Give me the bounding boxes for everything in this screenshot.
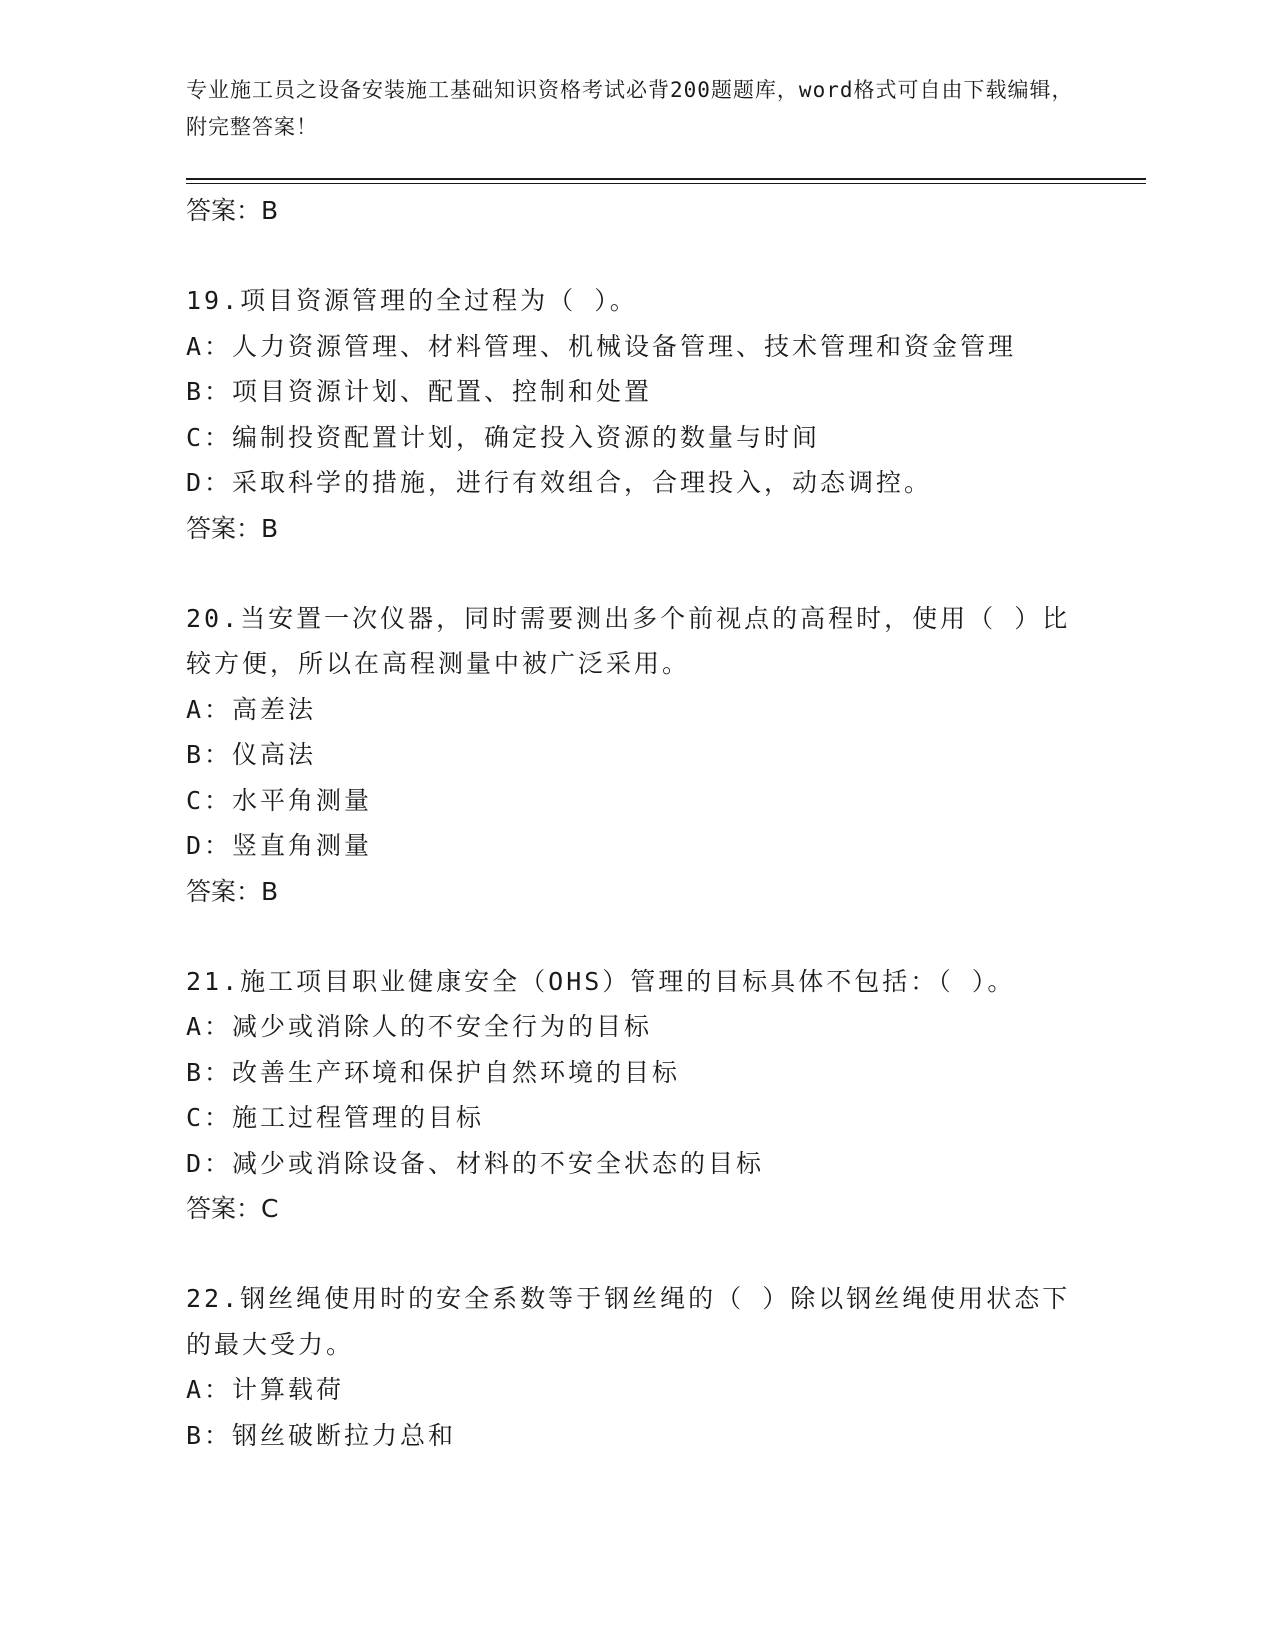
option-d: D：采取科学的措施，进行有效组合，合理投入，动态调控。: [186, 468, 933, 497]
option-c: C：施工过程管理的目标: [186, 1103, 485, 1132]
answer-label: 答案：C: [186, 1194, 279, 1223]
option-b: B：改善生产环境和保护自然环境的目标: [186, 1057, 681, 1087]
question-22: [186, 1276, 1086, 1458]
question-text: 22.钢丝绳使用时的安全系数等于钢丝绳的（ ）除以钢丝绳使用状态下的最大受力。: [186, 1284, 1071, 1359]
document-header: 专业施工员之设备安装施工基础知识资格考试必背200题题库，word格式可自由下载编辑，附完整答案！: [186, 78, 1074, 139]
question-list: [186, 188, 1086, 1458]
header-divider-thin: [186, 183, 1146, 184]
answer-label: 答案：B: [186, 196, 279, 225]
question-21: [186, 959, 1086, 1187]
answer-label: 答案：B: [186, 513, 279, 543]
header-divider-thick: [186, 178, 1146, 180]
option-a: A：计算载荷: [186, 1375, 345, 1404]
option-d: D：减少或消除设备、材料的不安全状态的目标: [186, 1148, 765, 1178]
option-c: C：水平角测量: [186, 785, 373, 815]
question-text: 21.施工项目职业健康安全（OHS）管理的目标具体不包括：（ ）。: [186, 966, 1016, 996]
answer-label: 答案：B: [186, 876, 279, 906]
question-20: [186, 596, 1086, 869]
question-text: 20.当安置一次仪器，同时需要测出多个前视点的高程时，使用（ ）比较方便，所以在高程测量中被广泛采用。: [186, 603, 1071, 678]
option-b: B：仪高法: [186, 740, 317, 769]
option-b: B：项目资源计划、配置、控制和处置: [186, 377, 653, 406]
question-text: 19.项目资源管理的全过程为（ ）。: [186, 286, 638, 315]
option-a: A：减少或消除人的不安全行为的目标: [186, 1012, 653, 1041]
question-19: [186, 278, 1086, 506]
option-a: A：人力资源管理、材料管理、机械设备管理、技术管理和资金管理: [186, 331, 1017, 361]
option-a: A：高差法: [186, 694, 317, 724]
option-c: C：编制投资配置计划，确定投入资源的数量与时间: [186, 422, 821, 452]
option-d: D：竖直角测量: [186, 831, 373, 860]
option-b: B：钢丝破断拉力总和: [186, 1420, 457, 1450]
